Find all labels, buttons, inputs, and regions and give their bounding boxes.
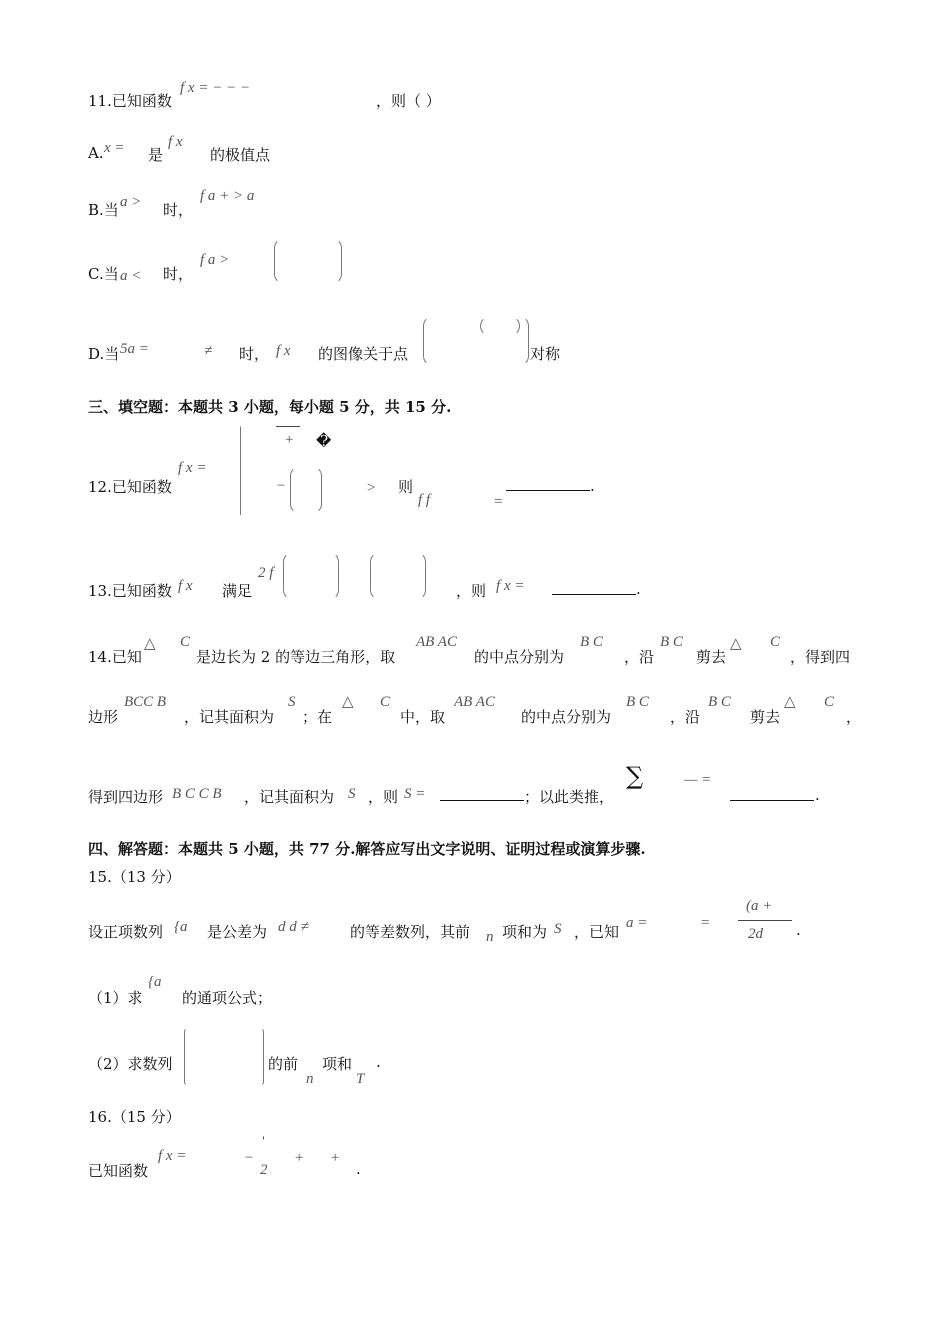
q15-header: 15.（13 分）: [88, 868, 181, 886]
q13-paren-1: [283, 552, 339, 600]
q14-l3-c: ，则: [368, 788, 399, 806]
q14-triangle-4: △: [784, 692, 796, 710]
q11-option-a-math2: f x: [168, 134, 183, 150]
q15-numerator: (a +: [746, 898, 773, 914]
q13-math2: 2 f: [258, 565, 274, 581]
q14-s3: S =: [404, 786, 426, 802]
q14-b2c2-b: B C: [708, 694, 731, 710]
q11-option-a-math: x =: [104, 140, 125, 156]
q14-triangle-1: △: [144, 634, 156, 652]
q12-piecewise-brace: [240, 426, 241, 515]
q14-l1-a: 14.已知: [88, 648, 142, 666]
q15-part2-a: （2）求数列: [88, 1055, 173, 1073]
q11-option-a-label: A.: [88, 144, 104, 162]
q15-denominator: 2d: [748, 926, 763, 942]
q11-option-c-label: C.当: [88, 265, 119, 283]
q14-l2-g: 剪去: [750, 708, 781, 726]
q12-eq: =: [493, 494, 504, 510]
q14-bc: B C: [660, 634, 683, 650]
q12-gt: >: [366, 480, 377, 496]
q15-n: n: [486, 929, 494, 945]
q13-answer-blank[interactable]: [552, 580, 636, 599]
q11-option-d-text3: 对称: [530, 345, 561, 363]
q15-l1-a: 设正项数列: [88, 923, 164, 941]
q16-plus1: +: [294, 1150, 305, 1166]
q14-quad: BCC B: [124, 694, 167, 710]
q11-option-a-text2: 的极值点: [210, 146, 271, 164]
q13-paren-2: [370, 552, 426, 600]
q11-option-b-math2: f a + > a: [200, 188, 255, 204]
q15-fraction-bar: [738, 920, 792, 921]
q12-case2: −: [276, 478, 287, 494]
q11-option-b-label: B.当: [88, 201, 119, 219]
q11-option-b-text: 时，: [163, 201, 194, 219]
q15-part2-end: .: [376, 1053, 381, 1071]
q16-end: .: [356, 1160, 361, 1178]
q13-math3: f x =: [496, 578, 525, 594]
q16-two: 2: [260, 1162, 268, 1178]
q15-part2-c: 项和: [322, 1055, 353, 1073]
q12-radical-bar: [276, 426, 300, 427]
q11-option-d-label: D.当: [88, 345, 120, 363]
q14-l2-b: ，记其面积为: [184, 708, 275, 726]
q14-b2c2: B C: [626, 694, 649, 710]
q11-option-c-math2: f a >: [200, 252, 230, 268]
q15-sn: S: [554, 921, 562, 937]
q12-case2-paren: [290, 466, 322, 514]
q14-l2-a: 边形: [88, 708, 119, 726]
q14-s1: S: [288, 694, 296, 710]
q14-b1c1: B C: [580, 634, 603, 650]
q14-blank-1[interactable]: [440, 786, 524, 805]
q15-eq2: =: [700, 915, 711, 931]
q14-l1-e: 剪去: [696, 648, 727, 666]
q11-option-b-math: a >: [120, 194, 142, 210]
q12-ff: f f: [418, 492, 431, 508]
q14-c3: C: [380, 694, 391, 710]
q15-part2-n: n: [306, 1071, 314, 1087]
section-4-title: 四、解答题：本题共 5 小题，共 77 分.解答应写出文字说明、证明过程或演算步骤.: [88, 840, 646, 858]
q14-l3-a: 得到四边形: [88, 788, 164, 806]
q14-l1-f: ，得到四: [790, 648, 851, 666]
q14-l2-f: ，沿: [670, 708, 701, 726]
q14-frac-eq: — =: [684, 772, 712, 788]
q12-case1-glyph: �: [316, 432, 332, 450]
q11-option-c-text: 时，: [163, 265, 194, 283]
q14-l2-h: ，: [846, 708, 862, 726]
q16-tick: ': [262, 1136, 265, 1147]
q11-option-d-math2: ≠: [204, 343, 213, 359]
q11-expression: f x = − − −: [180, 80, 251, 96]
q15-part1-b: 的通项公式；: [182, 989, 273, 1007]
q15-part2-b: 的前: [268, 1055, 299, 1073]
q15-part2-braces: [184, 1028, 264, 1086]
q12-case1: +: [284, 432, 295, 448]
q11-option-d-text1: 时，: [239, 345, 270, 363]
q14-c1: C: [180, 634, 191, 650]
q15-part1-an: {a: [148, 974, 162, 990]
q14-l1-d: ，沿: [624, 648, 655, 666]
q14-l2-e: 的中点分别为: [521, 708, 612, 726]
q14-l1-b: 是边长为 2 的等边三角形，取: [196, 648, 396, 666]
q14-quad-2: B C C B: [172, 786, 222, 802]
q14-end: .: [815, 786, 820, 804]
q15-l1-d: 项和为: [502, 923, 548, 941]
q15-part2-t: T: [356, 1071, 365, 1087]
q11-option-d-math3: f x: [276, 343, 291, 359]
q11-option-d-inner-paren: [480, 316, 520, 336]
q15-part1-a: （1）求: [88, 989, 143, 1007]
q16-plus2: +: [330, 1150, 341, 1166]
q15-l1-c: 的等差数列，其前: [350, 923, 471, 941]
q13-mid: 满足: [222, 582, 253, 600]
section-3-title: 三、填空题：本题共 3 小题，每小题 5 分，共 15 分.: [88, 398, 452, 416]
q14-sigma: ∑: [626, 762, 644, 790]
q14-l1-c: 的中点分别为: [474, 648, 565, 666]
q14-triangle-3: △: [342, 692, 354, 710]
q11-stem: [88, 90, 172, 111]
q13-end: .: [636, 580, 641, 598]
q14-s2: S: [348, 786, 356, 802]
q12-answer-blank[interactable]: .: [506, 476, 595, 495]
q14-l2-c: ；在: [302, 708, 333, 726]
q15-d: d d ≠: [278, 919, 309, 935]
q16-expr: f x =: [158, 1148, 187, 1164]
q15-l1-b: 是公差为: [207, 923, 268, 941]
q11-tail: ，则（ ）: [376, 92, 441, 110]
q14-l3-b: ，记其面积为: [244, 788, 335, 806]
q16-header: 16.（15 分）: [88, 1108, 181, 1126]
q11-option-d-text2: 的图像关于点: [318, 345, 409, 363]
q11-stem-text: 11.已知函数: [88, 92, 172, 110]
q15-l1-e: ，已知: [574, 923, 620, 941]
q14-c4: C: [824, 694, 835, 710]
q12-expression: f x =: [178, 460, 207, 476]
q11-option-a-text1: 是: [148, 146, 164, 164]
q14-l2-d: 中，取: [400, 708, 446, 726]
q15-period: .: [796, 921, 801, 939]
q14-blank-2[interactable]: [730, 786, 814, 805]
q13-tail1: ，则: [456, 582, 487, 600]
q15-an: {a: [174, 919, 188, 935]
q15-a-eq: a =: [626, 915, 648, 931]
q16-minus: −: [244, 1150, 255, 1166]
q12-then: 则: [398, 478, 414, 496]
q11-option-d-math: 5a =: [120, 341, 149, 357]
q12-stem: 12.已知函数: [88, 478, 172, 496]
q14-ab-ac-2: AB AC: [454, 694, 495, 710]
q11-option-c-math: a <: [120, 268, 142, 284]
q14-c2: C: [770, 634, 781, 650]
q13-stem: 13.已知函数: [88, 582, 172, 600]
q13-math1: f x: [178, 578, 193, 594]
q14-triangle-2: △: [730, 634, 742, 652]
q16-l1-a: 已知函数: [88, 1162, 149, 1180]
q11-option-c-paren: [274, 238, 342, 284]
q14-l3-d: ；以此类推，: [524, 788, 615, 806]
q14-ab-ac: AB AC: [416, 634, 457, 650]
